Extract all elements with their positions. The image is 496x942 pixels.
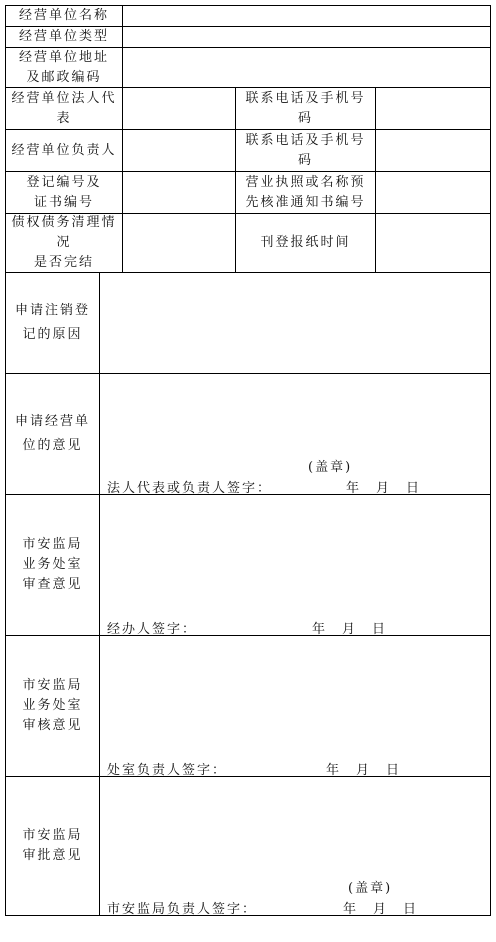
unit-opinion-signature: 法人代表或负责人签字： [107,481,273,496]
dept-review-signature: 经办人签字： [107,622,198,637]
bureau-approval-signature: 市安监局负责人签字： [107,902,258,917]
cancellation-form [5,5,491,916]
unit-name-label: 经营单位名称 [18,8,109,23]
unit-address-field[interactable] [122,48,490,87]
dept-review-field[interactable] [100,495,490,635]
debt-clearance-field[interactable] [123,214,235,272]
license-no-label: 营业执照或名称预 先核准通知书编号 [245,174,366,210]
reg-cert-no-field[interactable] [123,172,235,213]
newspaper-time-field[interactable] [376,214,490,272]
contact-phone-field-2[interactable] [376,130,490,171]
unit-address-label: 经营单位地址 及邮政编码 [18,49,109,85]
unit-opinion-label: 申请经营单 位的意见 [14,414,90,453]
unit-opinion-date: 年 月 日 [346,481,422,496]
newspaper-time-label: 刊登报纸时间 [260,235,351,250]
contact-phone-label-2: 联系电话及手机号 码 [245,132,366,168]
bureau-approval-label: 市安监局 审批意见 [22,828,83,863]
dept-audit-field[interactable] [100,636,490,776]
unit-name-field[interactable] [122,6,490,26]
dept-review-date: 年 月 日 [312,622,388,637]
legal-rep-field[interactable] [123,88,235,129]
bureau-approval-field[interactable] [100,777,490,915]
reg-cert-no-label: 登记编号及 证书编号 [26,174,102,210]
dept-review-label: 市安监局 业务处室 审查意见 [22,537,83,592]
legal-rep-label: 经营单位法人代 表 [11,90,117,126]
contact-phone-label: 联系电话及手机号 码 [245,90,366,126]
unit-type-label: 经营单位类型 [18,29,109,44]
contact-phone-field[interactable] [376,88,490,129]
dept-audit-date: 年 月 日 [326,763,402,778]
bureau-approval-date: 年 月 日 [343,902,419,917]
license-no-field[interactable] [376,172,490,213]
cancel-reason-field[interactable] [100,273,490,373]
unit-type-field[interactable] [122,27,490,47]
dept-audit-label: 市安监局 业务处室 审核意见 [22,678,83,733]
dept-audit-signature: 处室负责人签字： [107,763,228,778]
debt-clearance-label: 债权债务清理情 况 是否完结 [11,215,117,270]
person-in-charge-field[interactable] [123,130,235,171]
unit-opinion-seal: (盖章) [308,460,353,475]
cancel-reason-label: 申请注销登 记的原因 [14,303,90,342]
unit-opinion-field[interactable] [100,374,490,494]
person-in-charge-label: 经营单位负责人 [11,142,117,158]
bureau-approval-seal: (盖章) [348,881,393,896]
